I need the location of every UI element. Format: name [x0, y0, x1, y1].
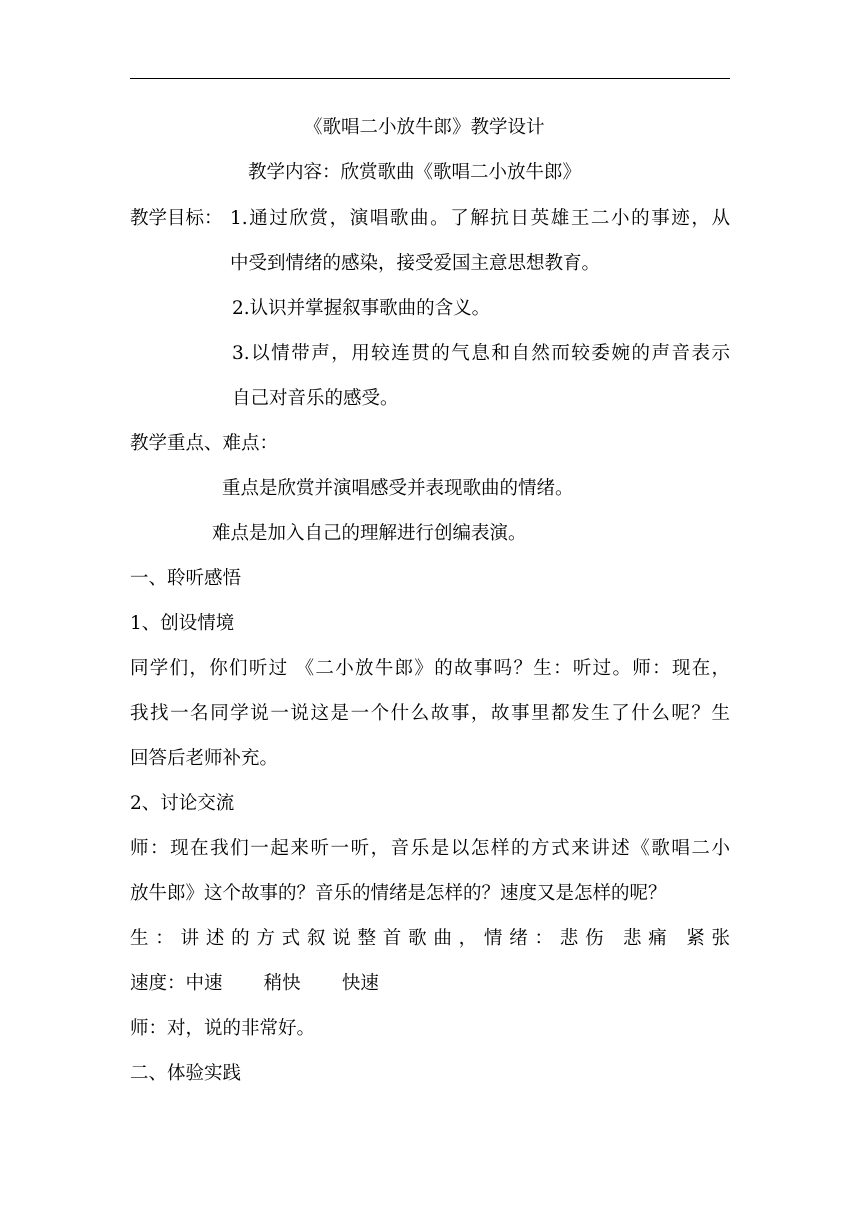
subsection-2-paragraph-line-4: 速度：中速 稍快 快速	[130, 973, 379, 994]
subsection-2-paragraph-line-1: 师：现在我们一起来听一听，音乐是以怎样的方式来讲述《歌唱二小	[130, 838, 730, 859]
key-points-heading: 教学重点、难点：	[130, 433, 279, 454]
section-1-heading: 一、聆听感悟	[130, 568, 242, 589]
subsection-2-heading: 2、讨论交流	[130, 793, 235, 814]
subsection-2-paragraph-line-2: 放牛郎》这个故事的？音乐的情绪是怎样的？速度又是怎样的呢？	[130, 883, 667, 904]
subsection-1-heading: 1、创设情境	[130, 613, 235, 634]
objective-1-line-1: 1.通过欣赏，演唱歌曲。了解抗日英雄王二小的事迹，从	[230, 208, 730, 229]
objective-2: 2.认识并掌握叙事歌曲的含义。	[232, 298, 491, 319]
subsection-2-paragraph-line-5: 师：对，说的非常好。	[130, 1018, 316, 1039]
difficulty-point: 难点是加入自己的理解进行创编表演。	[212, 523, 527, 544]
header-rule	[130, 78, 730, 79]
document-title: 《歌唱二小放牛郎》教学设计	[304, 117, 545, 138]
objective-3-line-1: 3.以情带声，用较连贯的气息和自然而较委婉的声音表示	[232, 343, 730, 364]
objectives-label: 教学目标：	[130, 208, 223, 229]
subsection-1-paragraph-line-3: 回答后老师补充。	[130, 748, 279, 769]
objective-3-line-2: 自己对音乐的感受。	[232, 388, 399, 409]
key-point: 重点是欣赏并演唱感受并表现歌曲的情绪。	[222, 478, 574, 499]
subsection-1-paragraph-line-1: 同学们，你们听过 《二小放牛郎》的故事吗？生：听过。师：现在，	[130, 658, 730, 679]
subsection-2-paragraph-line-3: 生：讲述的方式叙说整首歌曲，情绪：悲伤 悲痛 紧张	[130, 928, 730, 949]
section-2-heading: 二、体验实践	[130, 1063, 242, 1084]
teaching-content: 教学内容：欣赏歌曲《歌唱二小放牛郎》	[248, 162, 582, 183]
subsection-1-paragraph-line-2: 我找一名同学说一说这是一个什么故事，故事里都发生了什么呢？生	[130, 703, 730, 724]
objective-1-line-2: 中受到情绪的感染，接受爱国主意思想教育。	[230, 253, 601, 274]
